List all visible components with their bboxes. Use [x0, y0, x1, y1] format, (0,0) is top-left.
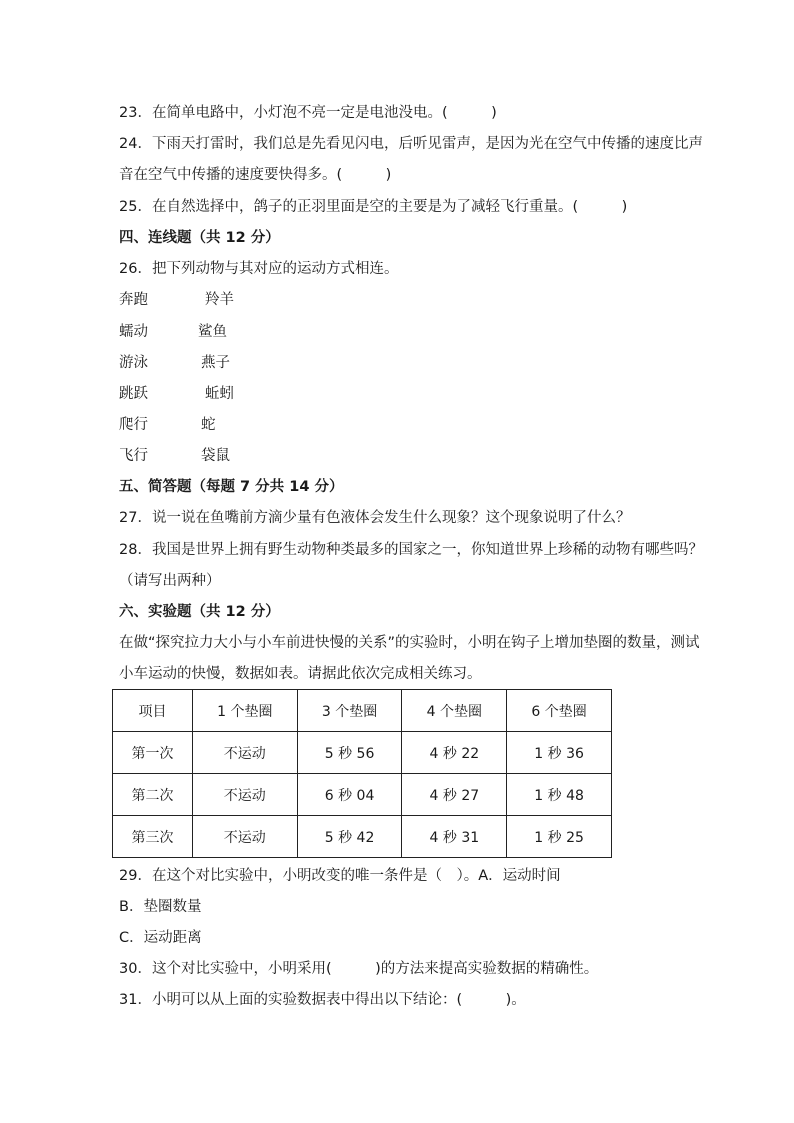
table-cell: 不运动	[192, 816, 297, 858]
experiment-data-table	[112, 689, 612, 858]
question-25: 25．在自然选择中，鸽子的正羽里面是空的主要是为了减轻飞行重量。( )	[119, 199, 628, 215]
table-cell: 第三次	[113, 816, 193, 858]
match-right-5: 袋鼠	[201, 448, 230, 464]
question-28-line-1: 28．我国是世界上拥有野生动物种类最多的国家之一，你知道世界上珍稀的动物有哪些吗？	[119, 542, 703, 558]
question-29-option-b: B．垫圈数量	[119, 899, 202, 915]
table-header-row	[113, 690, 612, 732]
section-4-title: 四、连线题（共 12 分）	[119, 230, 280, 246]
table-cell: 不运动	[192, 774, 297, 816]
match-left-2: 游泳	[119, 355, 148, 371]
match-left-4: 爬行	[119, 417, 148, 433]
question-31: 31．小明可以从上面的实验数据表中得出以下结论：( )。	[119, 992, 526, 1008]
match-right-3: 蚯蚓	[205, 386, 234, 402]
experiment-intro-line-2: 小车运动的快慢，数据如表。请据此依次完成相关练习。	[119, 666, 482, 682]
table-cell: 第一次	[113, 732, 193, 774]
table-row	[113, 774, 612, 816]
question-29-option-c: C．运动距离	[119, 930, 202, 946]
table-header-cell: 3 个垫圈	[297, 690, 402, 732]
table-cell: 不运动	[192, 732, 297, 774]
question-23: 23．在简单电路中，小灯泡不亮一定是电池没电。( )	[119, 105, 497, 121]
question-26: 26．把下列动物与其对应的运动方式相连。	[119, 261, 399, 277]
table-cell: 4 秒 31	[402, 816, 507, 858]
question-28-line-2: （请写出两种）	[119, 573, 221, 589]
match-left-1: 蠕动	[119, 324, 148, 340]
question-27: 27．说一说在鱼嘴前方滴少量有色液体会发生什么现象？这个现象说明了什么？	[119, 510, 631, 526]
match-left-5: 飞行	[119, 448, 148, 464]
table-cell: 6 秒 04	[297, 774, 402, 816]
table-cell: 5 秒 56	[297, 732, 402, 774]
table-header-cell: 4 个垫圈	[402, 690, 507, 732]
table-row	[113, 732, 612, 774]
table-header-cell: 6 个垫圈	[507, 690, 612, 732]
question-24-line-2: 音在空气中传播的速度要快得多。( )	[119, 167, 392, 183]
table-cell: 5 秒 42	[297, 816, 402, 858]
match-right-0: 羚羊	[205, 292, 234, 308]
match-left-3: 跳跃	[119, 386, 148, 402]
table-cell: 1 秒 25	[507, 816, 612, 858]
match-right-1: 鲨鱼	[198, 324, 227, 340]
table-cell: 第二次	[113, 774, 193, 816]
table-cell: 1 秒 48	[507, 774, 612, 816]
question-24-line-1: 24．下雨天打雷时，我们总是先看见闪电，后听见雷声，是因为光在空气中传播的速度比声	[119, 136, 703, 152]
section-6-title: 六、实验题（共 12 分）	[119, 604, 280, 620]
table-cell: 1 秒 36	[507, 732, 612, 774]
match-right-4: 蛇	[201, 417, 216, 433]
match-right-2: 燕子	[201, 355, 230, 371]
question-29: 29．在这个对比实验中，小明改变的唯一条件是（ ）。A．运动时间	[119, 868, 561, 884]
table-header-cell: 1 个垫圈	[192, 690, 297, 732]
match-left-0: 奔跑	[119, 292, 148, 308]
question-30: 30．这个对比实验中，小明采用( )的方法来提高实验数据的精确性。	[119, 961, 599, 977]
table-header-cell: 项目	[113, 690, 193, 732]
table-cell: 4 秒 22	[402, 732, 507, 774]
experiment-intro-line-1: 在做“探究拉力大小与小车前进快慢的关系”的实验时，小明在钩子上增加垫圈的数量，测试	[119, 635, 700, 651]
table-row	[113, 816, 612, 858]
section-5-title: 五、简答题（每题 7 分共 14 分）	[119, 479, 344, 495]
table-cell: 4 秒 27	[402, 774, 507, 816]
